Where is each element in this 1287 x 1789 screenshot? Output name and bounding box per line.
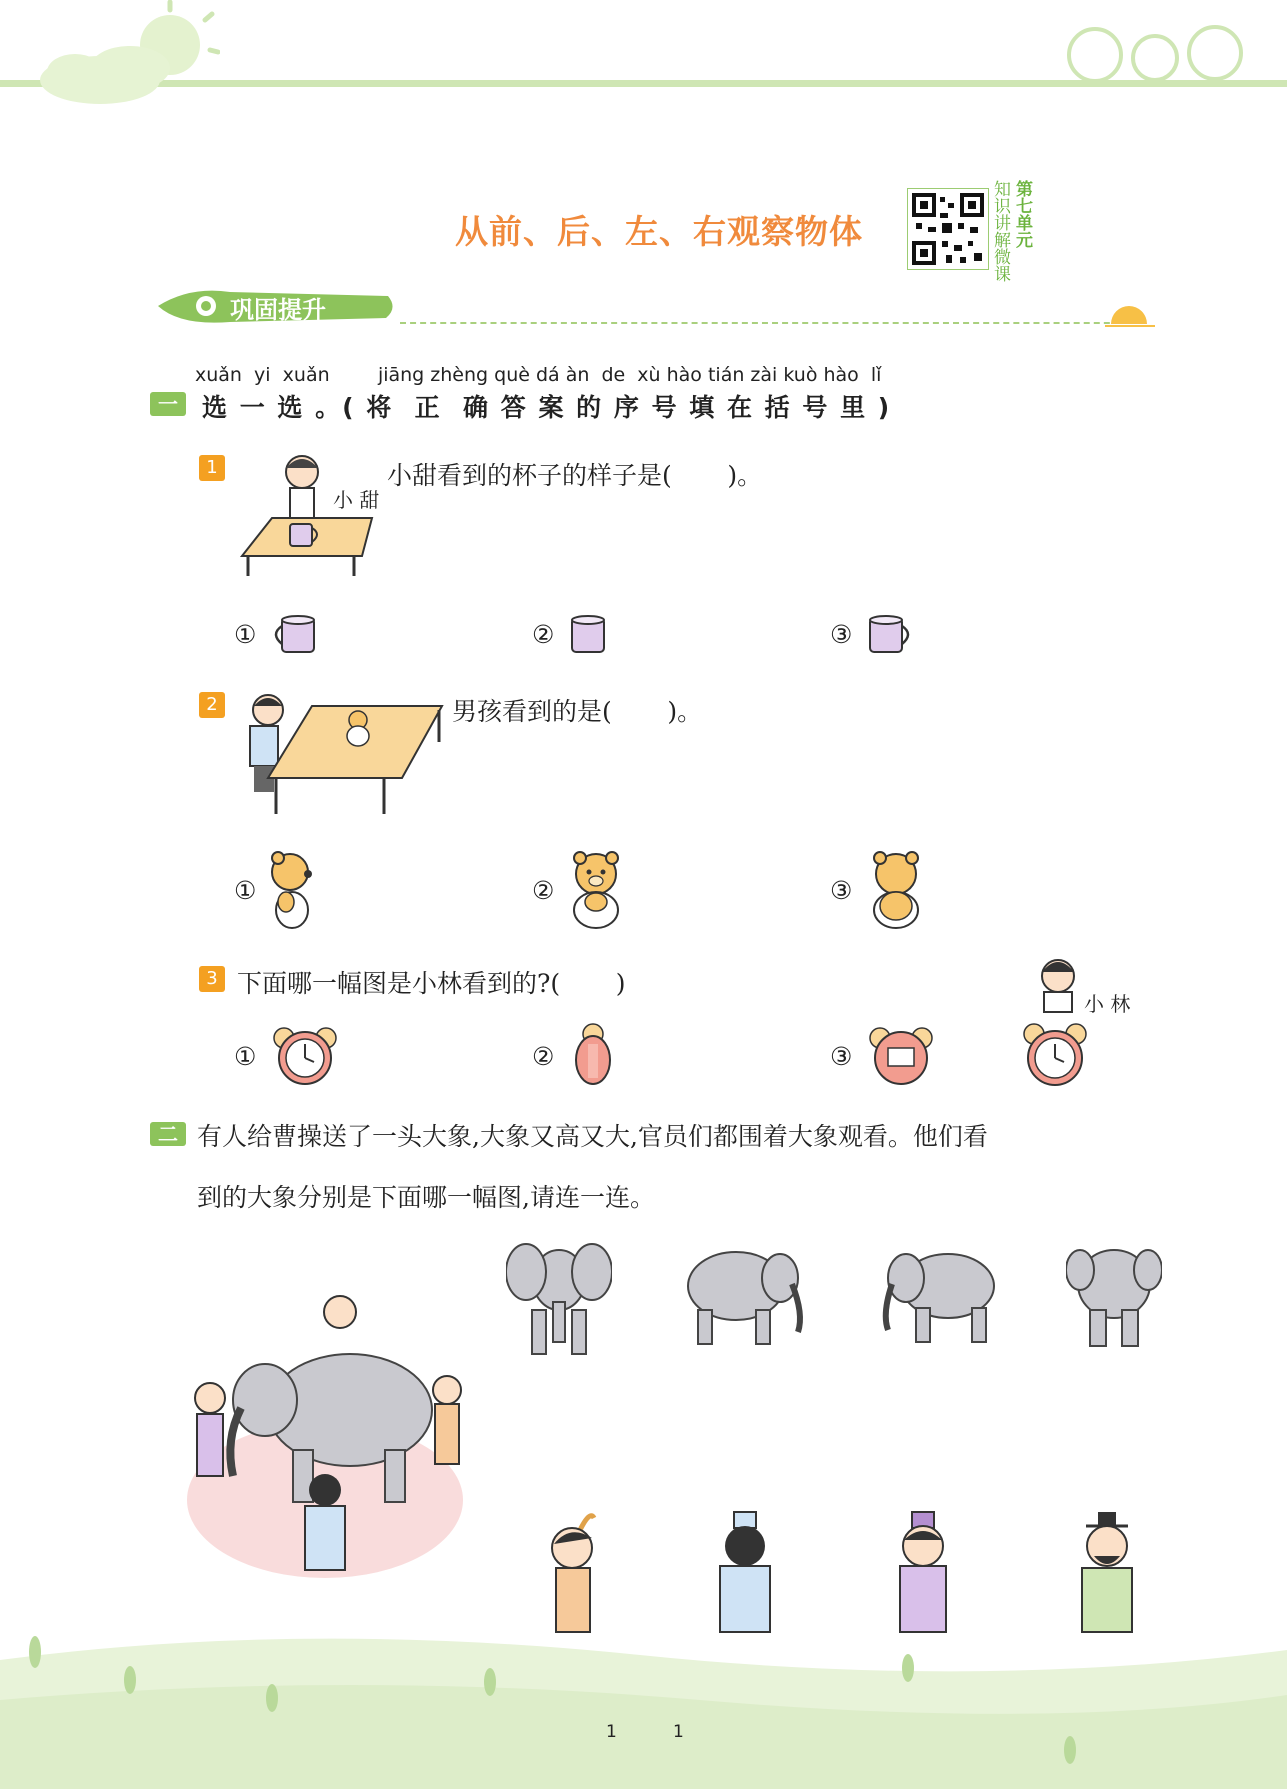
q2-number: 2: [199, 692, 225, 718]
qr-label-lesson: 知识讲解微课: [990, 180, 1010, 282]
animal-faces-decoration: [1060, 20, 1260, 85]
qr-label-unit: 第七单元: [1012, 180, 1032, 248]
elephant-back-view-icon: [1066, 1240, 1162, 1350]
q3-option-2-label[interactable]: ②: [532, 1042, 555, 1071]
cup-handle-right-icon: [864, 612, 916, 658]
q3-question: 下面哪一幅图是小林看到的?( ): [237, 969, 626, 998]
qr-code-icon: [908, 189, 988, 269]
bear-front-view-icon: [566, 848, 626, 932]
q1-option-2-label[interactable]: ②: [532, 620, 555, 649]
alarm-clock-back-icon: [866, 1024, 936, 1088]
section2-text-line1: 有人给曹操送了一头大象,大象又高又大,官员们都围着大象观看。他们看: [197, 1122, 988, 1151]
page-title: 从前、后、左、右观察物体: [455, 212, 863, 251]
q2-option-1-label[interactable]: ①: [234, 876, 257, 905]
cup-handle-left-icon: [268, 612, 320, 658]
q2-option-3-label[interactable]: ③: [830, 876, 853, 905]
q1-question: 小甜看到的杯子的样子是( )。: [387, 461, 763, 490]
q3-number: 3: [199, 966, 225, 992]
section2-text-line2: 到的大象分别是下面哪一幅图,请连一连。: [197, 1183, 655, 1212]
elephant-scene-illustration: [185, 1290, 470, 1580]
alarm-clock-with-boy-icon: [1020, 1020, 1090, 1090]
alarm-clock-front-icon: [270, 1024, 340, 1088]
section1-number: 一: [150, 392, 186, 416]
dashed-divider: [400, 322, 1140, 324]
alarm-clock-side-icon: [568, 1022, 618, 1088]
q3-boy-label: 小 林: [1084, 992, 1131, 1016]
boy-at-table-illustration: [232, 688, 447, 820]
qr-code[interactable]: [907, 188, 989, 270]
section2-number: 二: [150, 1122, 186, 1146]
bottom-hills-decoration: [0, 1600, 1287, 1789]
q1-number: 1: [199, 455, 225, 481]
sunrise-icon: [1105, 296, 1155, 330]
q1-option-1-label[interactable]: ①: [234, 620, 257, 649]
q3-option-3-label[interactable]: ③: [830, 1042, 853, 1071]
page-number-left: 1: [606, 1722, 617, 1742]
xiaolin-boy-illustration: [1028, 956, 1092, 1014]
q2-option-2-label[interactable]: ②: [532, 876, 555, 905]
section1-instruction: 选 一 选 。( 将 正 确 答 案 的 序 号 填 在 括 号 里 ): [202, 393, 892, 422]
cloud-sun-decoration: [20, 0, 220, 115]
elephant-front-view-icon: [506, 1232, 612, 1358]
q1-girl-label: 小 甜: [333, 488, 380, 512]
section1-pinyin: xuǎn yi xuǎn jiāng zhèng què dá àn de xù hào tián zài kuò hào lǐ: [195, 364, 882, 386]
elephant-right-side-view-icon: [878, 1242, 1000, 1348]
elephant-left-side-view-icon: [680, 1240, 810, 1348]
q3-option-1-label[interactable]: ①: [234, 1042, 257, 1071]
q1-option-3-label[interactable]: ③: [830, 620, 853, 649]
cup-no-handle-icon: [566, 612, 612, 658]
q2-question: 男孩看到的是( )。: [452, 697, 703, 726]
bear-back-view-icon: [866, 848, 926, 932]
page-number-right: 1: [673, 1722, 684, 1742]
banner-label: 巩固提升: [230, 296, 326, 324]
girl-at-table-illustration: [232, 452, 382, 582]
bear-side-view-icon: [266, 848, 318, 932]
